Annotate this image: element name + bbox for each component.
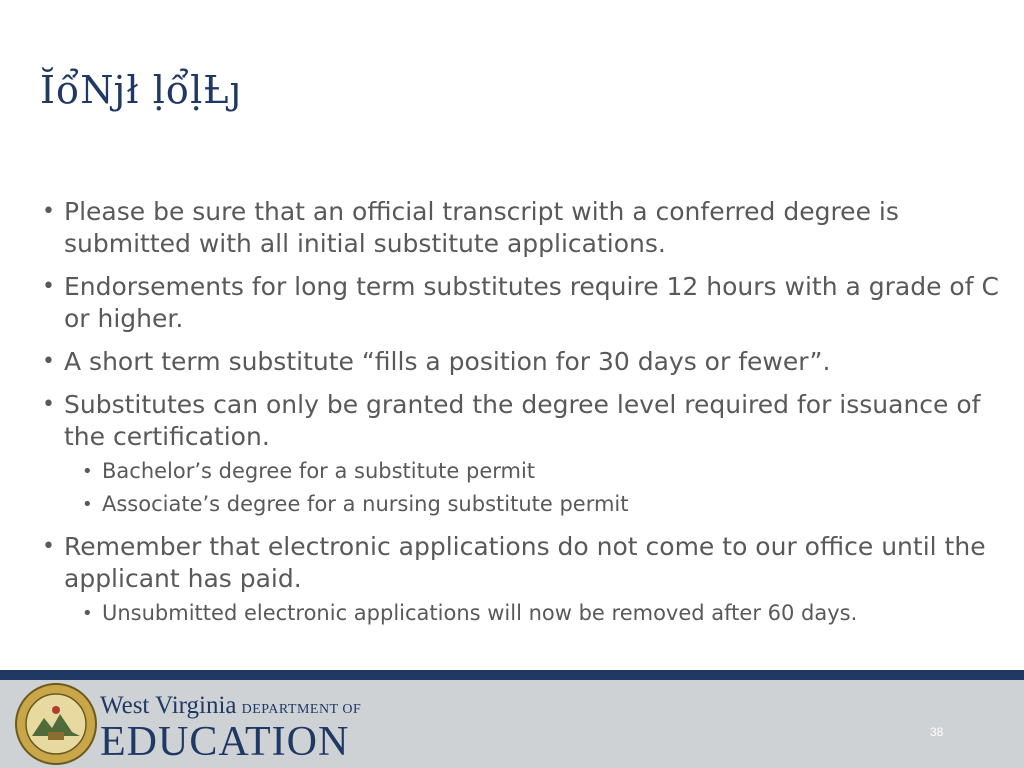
sub-bullet-list <box>42 597 1002 630</box>
bullet-item: • Endorsements for long term substitutes require 12 hours with a grade of C or higher. <box>42 271 1002 335</box>
bullet-item: • Substitutes can only be granted the degree level required for issuance of the certification. <box>42 389 1002 453</box>
state-seal-icon <box>14 682 98 766</box>
bullet-item: • A short term substitute “fills a position for 30 days or fewer”. <box>42 346 1002 378</box>
slide-title: Ĭổǋł ḷổḷȽȷ <box>40 68 243 112</box>
brand-department: DEPARTMENT OF <box>241 702 362 717</box>
sub-bullet-item: • Associate’s degree for a nursing substitute permit <box>82 488 1002 521</box>
sub-bullet-item: • Bachelor’s degree for a substitute permit <box>82 455 1002 488</box>
wv-education-logo <box>100 692 361 764</box>
footer-divider-bar <box>0 670 1024 680</box>
sub-bullet-item: • Unsubmitted electronic applications will now be removed after 60 days. <box>82 597 1002 630</box>
slide-content <box>42 196 1002 640</box>
bullet-item: • Remember that electronic applications do not come to our office until the applicant has paid. <box>42 531 1002 595</box>
brand-state: West Virginia <box>100 692 237 719</box>
bullet-item: • Please be sure that an official transcript with a conferred degree is submitted with all initial substitute applications. <box>42 196 1002 260</box>
page-number: 38 <box>930 725 944 739</box>
brand-education: EDUCATION <box>100 719 350 765</box>
sub-bullet-list <box>42 455 1002 521</box>
